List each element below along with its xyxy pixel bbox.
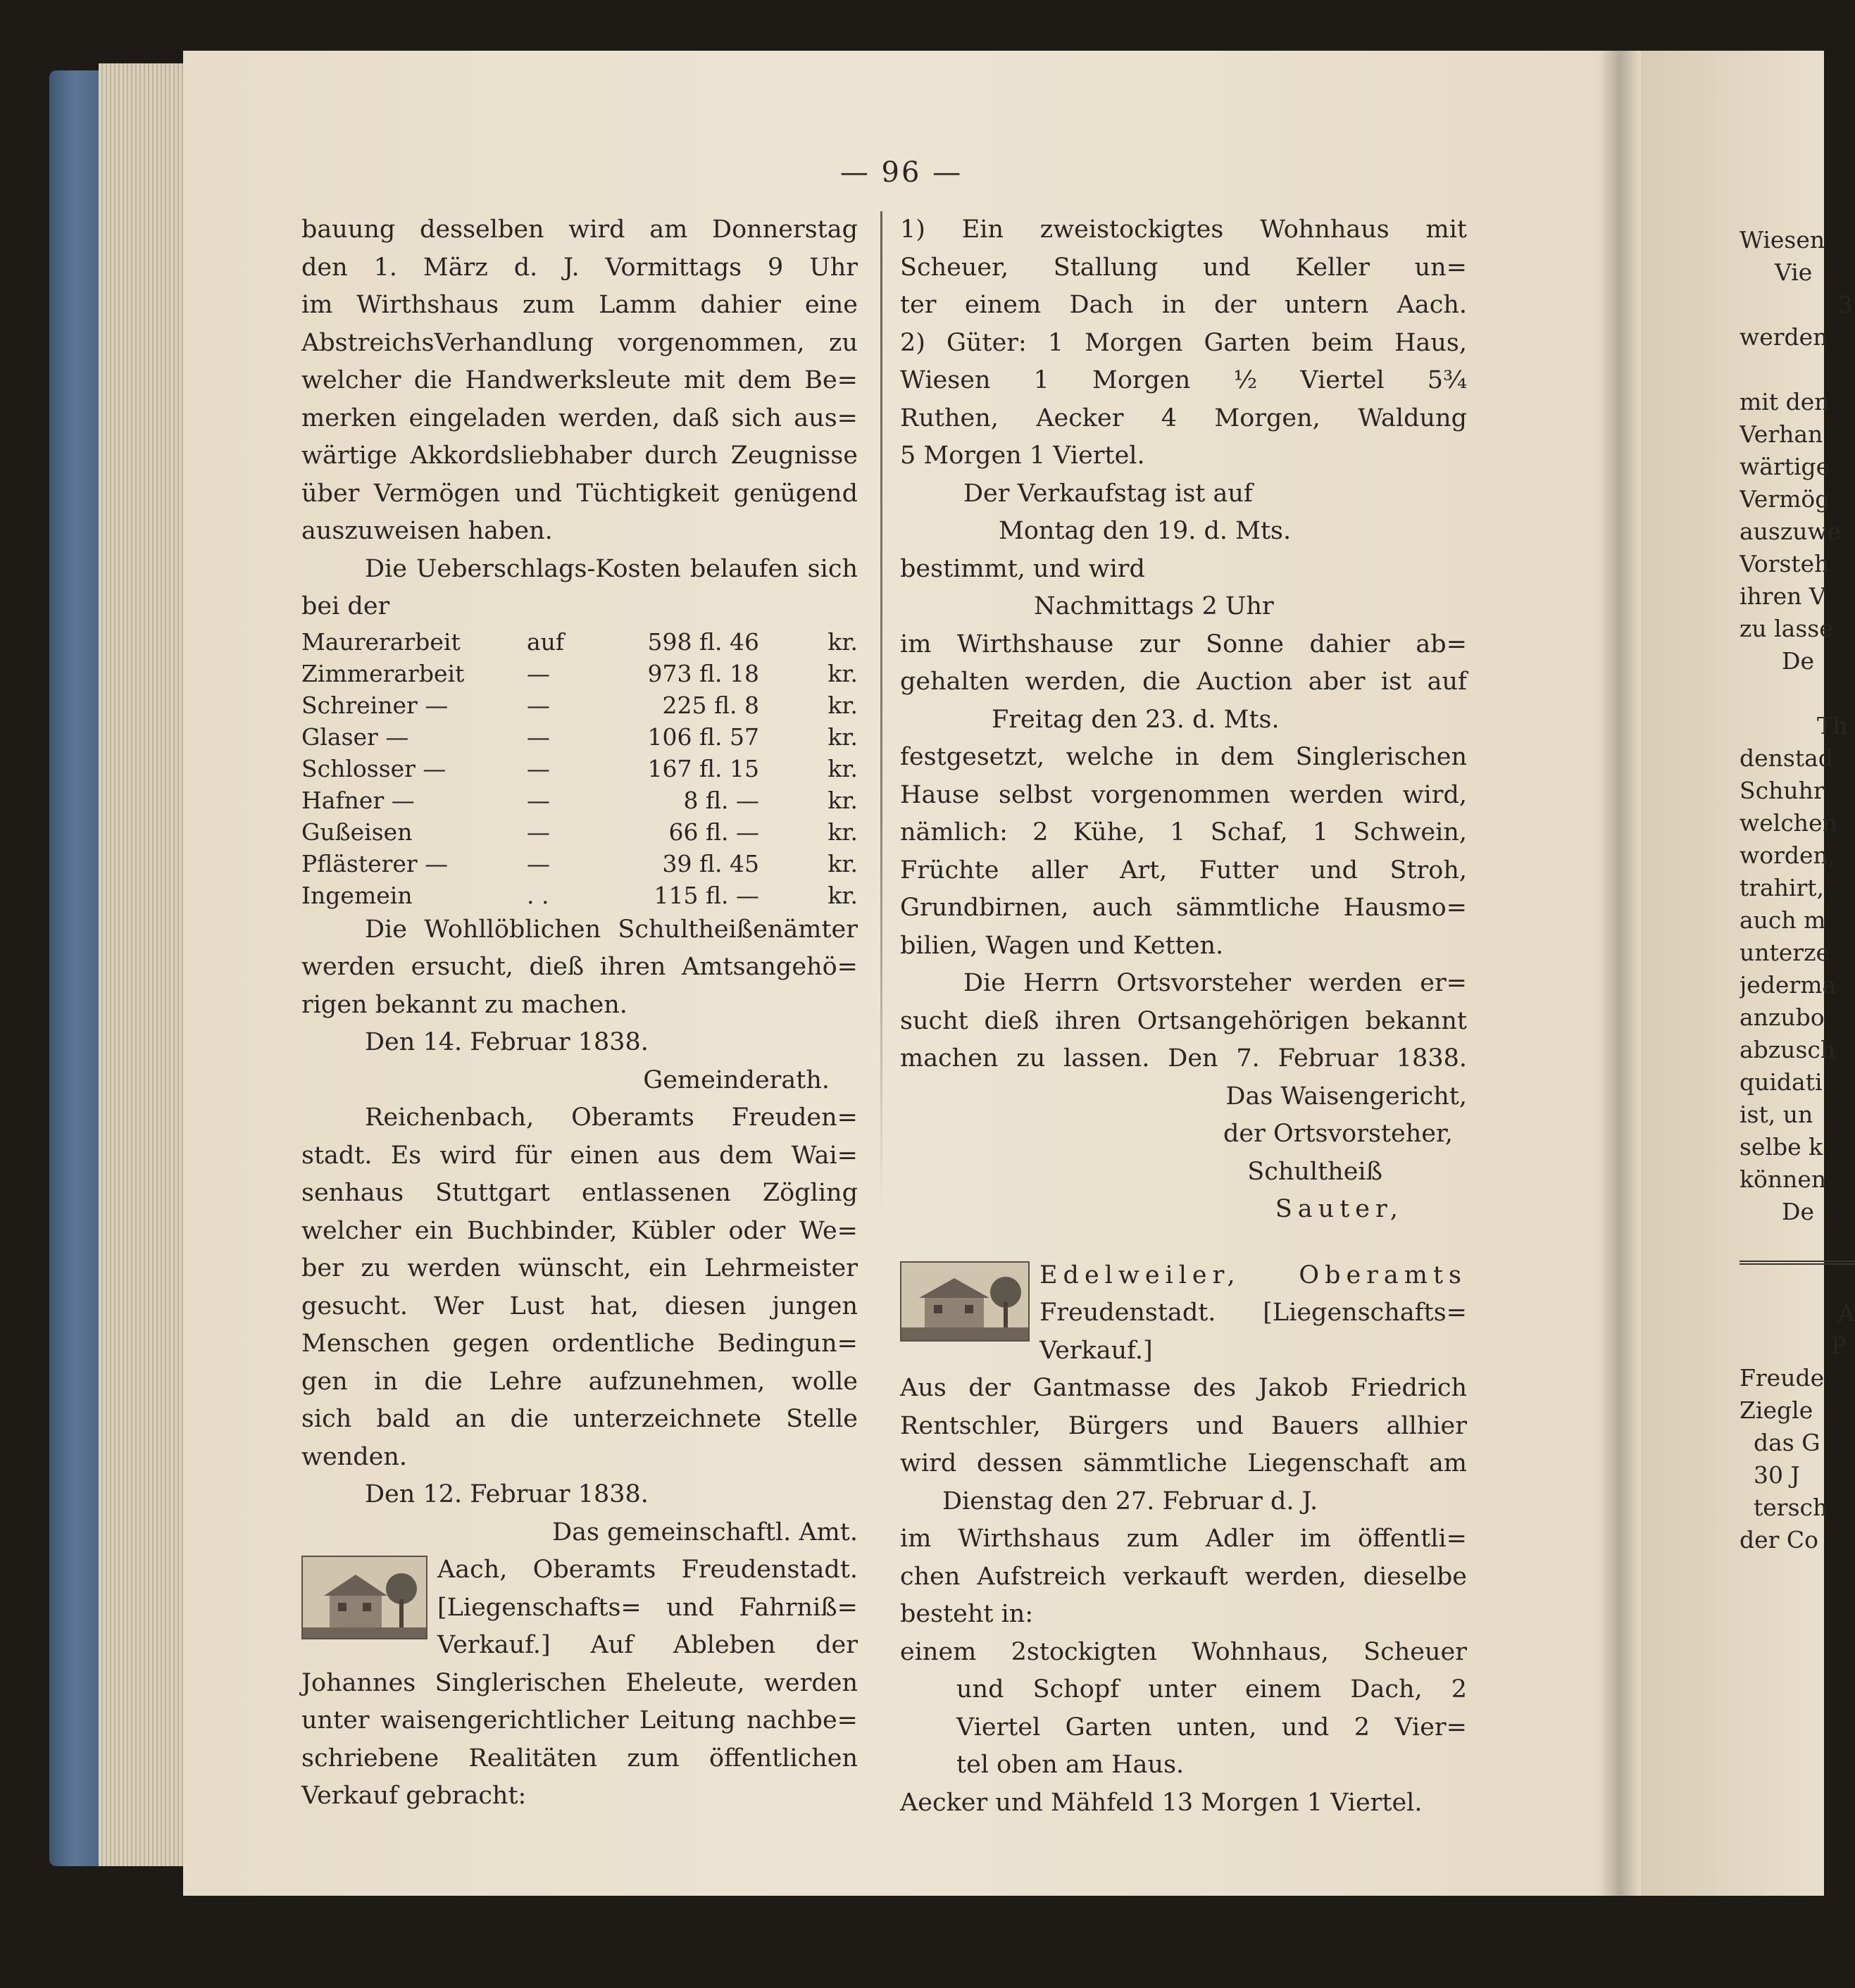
fragment: anzubo	[1740, 1004, 1825, 1031]
text-line: Verkauf.]	[1039, 1336, 1153, 1365]
signature-line: Sauter,	[1275, 1195, 1404, 1223]
fragment: trahirt,	[1740, 874, 1825, 901]
cost-dash: —	[527, 754, 550, 782]
signature: Das gemeinschaftl. Amt.	[552, 1518, 858, 1546]
text-line: Edelweiler, Oberamts	[1039, 1261, 1467, 1289]
text-line: und Schopf unter einem Dach, 2	[956, 1675, 1467, 1703]
cost-name: Schlosser —	[301, 754, 446, 782]
text-line: Die Ueberschlags-Kosten belaufen sich	[365, 554, 858, 583]
text-line: im Wirthshause zur Sonne dahier ab=	[900, 630, 1467, 658]
signature-line: Schultheiß	[1247, 1157, 1382, 1186]
text-line: Verkauf gebracht:	[301, 1782, 527, 1810]
text-line: Ruthen, Aecker 4 Morgen, Waldung	[900, 404, 1467, 432]
cost-table	[301, 626, 858, 911]
list-item	[900, 211, 1467, 325]
fragment: Schuhr	[1740, 777, 1825, 804]
fragment: denstad	[1740, 744, 1833, 772]
fragment: Verhan	[1740, 420, 1823, 448]
fragment	[1740, 1228, 1855, 1261]
text-line: festgesetzt, welche in dem Singlerischen	[900, 743, 1467, 771]
date-line: Freitag den 23. d. Mts.	[992, 705, 1280, 734]
item-text: Güter: 1 Morgen Garten beim Haus,	[947, 328, 1467, 357]
cost-row	[301, 721, 858, 753]
text-line: Johannes Singlerischen Eheleute, werden	[301, 1668, 858, 1697]
text-line: gehalten werden, die Auction aber ist auf	[900, 668, 1467, 696]
text-line: im Wirthshaus zum Lamm dahier eine	[301, 291, 858, 319]
fragment: ist, un	[1740, 1101, 1813, 1128]
cost-name: Maurerarbeit	[301, 627, 461, 656]
text-line: auszuweisen haben.	[301, 517, 553, 545]
text-line: besteht in:	[900, 1600, 1034, 1628]
left-column	[301, 211, 858, 1815]
cost-amount: 8 fl. —	[683, 786, 759, 814]
text-line: im Wirthshaus zum Adler im öffentli=	[900, 1525, 1467, 1553]
cost-row	[301, 816, 858, 848]
text-line: wärtige Akkordsliebhaber durch Zeugnisse	[301, 442, 858, 470]
cost-amount: 115 fl. —	[654, 881, 759, 909]
cost-dash: —	[527, 723, 550, 751]
text-line: Menschen gegen ordentliche Bedingun=	[301, 1330, 858, 1358]
cost-amount: 106 fl. 57	[647, 723, 759, 751]
text-line	[900, 325, 1467, 363]
cost-dash: —	[527, 786, 550, 814]
text-line: einem 2stockigten Wohnhaus, Scheuer	[900, 1637, 1467, 1666]
text-line: Früchte aller Art, Futter und Stroh,	[900, 856, 1467, 884]
fragment: welchen	[1740, 809, 1837, 837]
aach-notice	[301, 1551, 858, 1815]
cost-unit: kr.	[827, 659, 858, 687]
cost-amount: 66 fl. —	[668, 818, 759, 846]
section-gap	[900, 1229, 1467, 1257]
date-line: Dienstag den 27. Februar d. J.	[942, 1487, 1318, 1515]
cost-unit: kr.	[827, 754, 858, 782]
text-line: Aus der Gantmasse des Jakob Friedrich	[900, 1374, 1467, 1402]
cost-dash: auf	[527, 627, 565, 656]
fragment: selbe k	[1740, 1133, 1823, 1161]
list-item	[900, 325, 1467, 475]
fragment: zu lasse	[1740, 615, 1833, 642]
cost-dash: —	[527, 818, 550, 846]
fragment: jederma	[1740, 971, 1837, 999]
fragment: De	[1782, 1198, 1814, 1225]
text-line: sucht dieß ihren Ortsangehörigen bekannt	[900, 1006, 1467, 1035]
fragment: Ziegle	[1740, 1396, 1813, 1424]
text-line: Scheuer, Stallung und Keller un=	[900, 253, 1467, 282]
text-line: welcher die Handwerksleute mit dem Be=	[301, 366, 858, 394]
cost-unit: kr.	[827, 786, 858, 814]
cost-amount: 167 fl. 15	[647, 754, 759, 782]
text-line: 5 Morgen 1 Viertel.	[900, 442, 1145, 470]
item-number: 2)	[900, 328, 925, 357]
date-line: Montag den 19. d. Mts.	[999, 517, 1292, 545]
cost-name: Zimmerarbeit	[301, 659, 465, 687]
text-line: stadt. Es wird für einen aus dem Wai=	[301, 1141, 858, 1170]
fragment: De	[1782, 647, 1814, 675]
fragment: abzusch	[1740, 1036, 1836, 1063]
text-line: Aecker und Mähfeld 13 Morgen 1 Viertel.	[900, 1788, 1423, 1817]
cost-amount: 973 fl. 18	[647, 659, 759, 687]
cost-name: Ingemein	[301, 881, 413, 909]
cost-row	[301, 626, 858, 658]
cost-unit: kr.	[827, 691, 858, 719]
cost-dash: —	[527, 849, 550, 877]
fragment: mit den	[1740, 388, 1830, 415]
text-line: schriebene Realitäten zum öffentlichen	[301, 1744, 858, 1773]
cost-row	[301, 689, 858, 721]
text-line: Der Verkaufstag ist auf	[963, 479, 1253, 508]
edelweiler-notice	[900, 1257, 1467, 1370]
cost-name: Glaser —	[301, 723, 409, 751]
text-line: ter einem Dach in der untern Aach.	[900, 291, 1467, 319]
text-line: nämlich: 2 Kühe, 1 Schaf, 1 Schwein,	[900, 818, 1467, 846]
text-line: bilien, Wagen und Ketten.	[900, 931, 1224, 960]
fragment: P	[1831, 1332, 1847, 1359]
cost-row	[301, 753, 858, 784]
fragment: auch m	[1740, 906, 1826, 934]
text-line: Freudenstadt. [Liegenschafts=	[1039, 1299, 1467, 1327]
text-line: merken eingeladen werden, daß sich aus=	[301, 404, 858, 432]
fragment	[1740, 677, 1855, 710]
text-line: AbstreichsVerhandlung vorgenommen, zu	[301, 328, 858, 357]
fragment: A	[1838, 1299, 1855, 1327]
cost-row	[301, 880, 858, 911]
text-line: Wiesen 1 Morgen ½ Viertel 5¾	[900, 366, 1467, 394]
text-line: Grundbirnen, auch sämmtliche Hausmo=	[900, 894, 1467, 922]
fragment: Wiesen	[1740, 226, 1825, 254]
fragment: der Co	[1740, 1526, 1819, 1553]
signature-line: der Ortsvorsteher,	[1223, 1120, 1453, 1148]
text-line: über Vermögen und Tüchtigkeit genügend	[301, 479, 858, 508]
text-line: bauung desselben wird am Donnerstag	[301, 215, 858, 244]
cost-dash: —	[527, 691, 550, 719]
house-vignette	[900, 1261, 1030, 1342]
text-line	[900, 211, 1467, 249]
fragment: können	[1740, 1165, 1827, 1193]
cost-unit: kr.	[827, 723, 858, 751]
text-line: senhaus Stuttgart entlassenen Zögling	[301, 1179, 858, 1207]
cost-name: Gußeisen	[301, 818, 413, 846]
fragment: Vermög	[1740, 485, 1830, 513]
fragment: Vorsteh	[1740, 550, 1830, 577]
item-text: Ein zweistockigtes Wohnhaus mit	[961, 215, 1467, 244]
right-column	[900, 211, 1467, 1822]
fragment	[1740, 354, 1855, 386]
page-stack-edge	[99, 63, 197, 1866]
text-line: Rentschler, Bürgers und Bauers allhier	[900, 1411, 1467, 1440]
cost-amount: 39 fl. 45	[662, 849, 759, 877]
fragment: ihren V	[1740, 582, 1826, 610]
text-line: Aach, Oberamts Freudenstadt.	[437, 1556, 858, 1584]
cost-row	[301, 848, 858, 880]
book-cover-edge	[49, 70, 106, 1866]
text-line: ber zu werden wünscht, ein Lehrmeister	[301, 1254, 858, 1282]
signature-line: Das Waisengericht,	[1225, 1082, 1467, 1111]
text-line: rigen bekannt zu machen.	[301, 990, 627, 1019]
adjacent-page-text	[1740, 224, 1855, 1556]
house-vignette	[301, 1556, 427, 1639]
fragment: Th	[1817, 712, 1848, 739]
cost-unit: kr.	[827, 849, 858, 877]
fragment: werden	[1740, 323, 1828, 351]
column-divider	[880, 211, 882, 1211]
page-number: — 96 —	[839, 156, 963, 189]
text-line: Die Wohllöblichen Schultheißenämter	[365, 915, 858, 944]
text-line: Die Herrn Ortsvorsteher werden er=	[963, 969, 1467, 997]
fragment: quidati	[1740, 1068, 1823, 1096]
fragment: 30 J	[1754, 1461, 1800, 1489]
fragment: worden,	[1740, 842, 1836, 869]
text-line: sich bald an die unterzeichnete Stelle	[301, 1405, 858, 1433]
text-line: Verkauf.] Auf Ableben der	[437, 1631, 858, 1659]
text-line: tel oben am Haus.	[956, 1751, 1185, 1779]
text-line: wird dessen sämmtliche Liegenschaft am	[900, 1449, 1467, 1477]
time-line: Nachmittags 2 Uhr	[1034, 592, 1274, 620]
cost-name: Hafner —	[301, 786, 415, 814]
item-number: 1)	[900, 215, 925, 244]
text-line: Hause selbst vorgenommen werden wird,	[900, 780, 1467, 809]
house-illustration	[901, 1263, 1028, 1340]
house-illustration	[303, 1557, 426, 1638]
text-line: welcher ein Buchbinder, Kübler oder We=	[301, 1216, 858, 1245]
fragment: 3	[1838, 291, 1853, 318]
text-line: gen in die Lehre aufzunehmen, wolle	[301, 1367, 858, 1396]
text-line: wenden.	[301, 1442, 407, 1471]
cost-dash: —	[527, 659, 550, 687]
cost-amount: 598 fl. 46	[647, 627, 759, 656]
text-line: bestimmt, und wird	[900, 554, 1145, 583]
cost-dash: . .	[527, 881, 549, 909]
cost-row	[301, 658, 858, 689]
text-line: unter waisengerichtlicher Leitung nachbe=	[301, 1706, 858, 1734]
text-line: [Liegenschafts= und Fahrniß=	[437, 1593, 858, 1622]
book-gutter	[1599, 51, 1641, 1896]
text-line: den 1. März d. J. Vormittags 9 Uhr	[301, 253, 858, 282]
fragment: auszuwe	[1740, 518, 1842, 545]
text-line: bei der	[301, 592, 390, 620]
date-line: Den 14. Februar 1838.	[365, 1028, 649, 1056]
date-line: Den 12. Februar 1838.	[365, 1480, 649, 1508]
cost-row	[301, 784, 858, 816]
fragment: unterze	[1740, 939, 1830, 966]
cost-unit: kr.	[827, 881, 858, 909]
fragment: tersch	[1754, 1494, 1828, 1521]
fragment: das G	[1754, 1429, 1820, 1456]
fragment: Vie	[1775, 258, 1813, 286]
signature: Gemeinderath.	[643, 1065, 830, 1094]
fragment: wärtige	[1740, 453, 1830, 480]
text-line: werden ersucht, dieß ihren Amtsangehö=	[301, 953, 858, 981]
text-line: machen zu lassen. Den 7. Februar 1838.	[900, 1044, 1467, 1073]
text-line: Reichenbach, Oberamts Freuden=	[365, 1104, 858, 1132]
fragment: Freude	[1740, 1364, 1825, 1392]
text-line: gesucht. Wer Lust hat, diesen jungen	[301, 1292, 858, 1320]
fragment	[1740, 1261, 1855, 1297]
cost-name: Schreiner —	[301, 691, 449, 719]
text-line: Viertel Garten unten, und 2 Vier=	[956, 1713, 1467, 1742]
cost-unit: kr.	[827, 818, 858, 846]
cost-amount: 225 fl. 8	[662, 691, 759, 719]
cost-unit: kr.	[827, 627, 858, 656]
cost-name: Pflästerer —	[301, 849, 449, 877]
text-line: chen Aufstreich verkauft werden, dieselbe	[900, 1562, 1467, 1591]
